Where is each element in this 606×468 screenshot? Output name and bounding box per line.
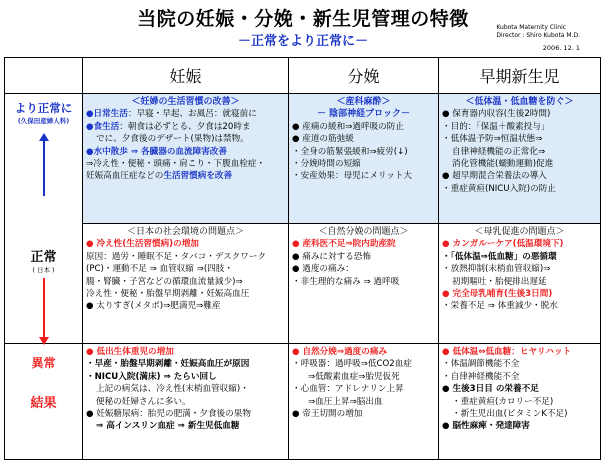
cell-pregnancy-ideal [83, 94, 289, 224]
credit-clinic: Kubota Maternity Clinic [496, 24, 567, 31]
list-item: ・NICU入院(満床) ⇒ たらい回し [86, 371, 217, 382]
cell-pregnancy-results [83, 344, 289, 460]
list-item: ⇒低酸素血症⇒胎児仮死 [308, 371, 400, 382]
list-item: ⇒ 高インスリン血症 ⇒ 新生児低血糖 [96, 421, 240, 432]
list-item-emphasis: 生活習慣病を改善 [163, 171, 233, 182]
list-item: ・心血管：アドレナリン上昇 [292, 384, 404, 395]
row-results [5, 344, 601, 460]
list-item: でに、夕食後のデザート(果物)は禁物。 [96, 134, 249, 145]
list-item: ● 帝王切開の増加 [292, 409, 363, 420]
list-item: ・新生児出血(ビタミンK不足) [452, 409, 568, 420]
list-item: ● 過度の痛み： [292, 264, 354, 275]
cell-delivery-results [289, 344, 439, 460]
section-heading: ＜自然分娩の問題点＞ [318, 227, 409, 237]
result-label: 結果 [5, 344, 83, 460]
section-heading: ＜産科麻酔＞ [336, 97, 391, 107]
abnormal-label: 異常 [31, 356, 56, 370]
section-subheading: － 陰部神経ブロック－ [317, 109, 410, 120]
list-item: ・重症黄疸(NICU入院)の防止 [442, 183, 556, 194]
list-item: ● 冷え性(生活習慣病)の増加 [86, 239, 199, 250]
list-item: ・重症黄疸(カロリー不足) [452, 396, 554, 407]
arrow-up-icon [43, 140, 45, 196]
list-item: ・呼吸器：過呼吸⇒低CO2血症 [292, 359, 412, 370]
list-item: ・安産効果：母児にメリット大 [292, 171, 412, 182]
list-item: ・目的：「保温＋酸素投与」 [442, 121, 550, 132]
list-item: ● 産道の筋弛緩 [292, 134, 354, 145]
list-item: ・「低体温⇒低血糖」の悪循環 [442, 251, 557, 262]
comparison-table [4, 57, 601, 460]
section-heading: ＜低体温・低血糖を防ぐ＞ [465, 97, 574, 107]
more-normal-label: より正常に [14, 101, 73, 115]
list-item: 妊娠高血圧症などの生活習慣病を改善 [86, 171, 233, 182]
list-item: ● 低体温⇔低血糖：ヒヤリハット [442, 347, 572, 357]
list-item: ・自律神経機能不全 [442, 371, 520, 382]
list-item: ●日常生活：早寝・早起、お風呂：就寝前に [86, 109, 257, 120]
row-ideal [5, 94, 601, 224]
list-item: ●水中散歩 ⇒ 各臓器の血流障害改善 [86, 146, 227, 157]
list-item: 腸・腎臓・子宮などの循環血流量減少)⇒ [86, 276, 243, 287]
list-item: 初期嘔吐・胎便排出遅延 [452, 276, 547, 287]
list-item: 上記の病気は、冷え性(末梢血管収縮)・ [96, 384, 249, 395]
clinic-label: (久保田産婦人科) [17, 117, 70, 125]
list-item: ● 妊娠糖尿病：胎児の肥満・夕食後の果物 [86, 409, 251, 420]
list-item: 便秘の妊婦さんに多い。 [96, 396, 191, 407]
section-heading: ＜母乳促進の問題点＞ [474, 227, 565, 237]
col-header-newborn: 早期新生児 [439, 58, 601, 94]
credit-block [496, 24, 580, 52]
list-item: ・非生理的な痛み ⇒ 過呼吸 [292, 276, 400, 287]
credit-date: 2006. 12. 1 [542, 44, 580, 52]
list-item: 冷え性・便秘・胎盤早期剥離・妊娠高血圧 [86, 289, 250, 300]
normal-label: 正常 [30, 250, 57, 265]
list-item: ・体温調節機能不全 [442, 359, 520, 370]
cell-newborn-problems [439, 224, 601, 344]
list-item: ● 低出生体重児の増加 [86, 347, 174, 357]
cell-delivery-ideal [289, 94, 439, 224]
list-item: ● カンガルーケア(低温環境下) [442, 239, 564, 250]
list-item-lead: ●食生活 [86, 121, 120, 132]
col-header-pregnancy: 妊娠 [83, 58, 289, 94]
list-item: ⇒血圧上昇⇒脳出血 [308, 396, 383, 407]
list-item: ● 太りすぎ(メタボ)⇒肥満児⇒難産 [86, 301, 221, 312]
list-item: ● 自然分娩⇒過度の痛み [292, 347, 388, 357]
page-subtitle: －正常をより正常に－ [237, 34, 368, 49]
list-item-lead: ●日常生活 [86, 109, 128, 120]
arrow-down-icon [43, 278, 45, 338]
list-item: ● 超早期混合栄養法の導入 [442, 171, 547, 182]
list-item: ● 生後3日目 の栄養不足 [442, 384, 539, 395]
list-item: 消化管機能(蠕動運動)促進 [452, 159, 554, 170]
list-item: ・栄養不足 ⇒ 体重減少・脱水 [442, 301, 558, 312]
list-item: ●食生活：朝食は必ずとる、夕食は20時ま [86, 121, 251, 132]
credit-director: Director : Shiro Kubota M.D. [496, 32, 580, 39]
list-item: ・放熱抑制(末梢血管収縮)⇒ [442, 264, 551, 275]
list-item: ・全身の筋緊張緩和⇒疲労(↓) [292, 146, 408, 157]
side-top-label [5, 100, 82, 125]
list-item: ⇒冷え性・便秘・頭痛・肩こり・下腹血栓症・ [86, 159, 266, 170]
cell-pregnancy-problems [83, 224, 289, 344]
col-header-delivery: 分娩 [289, 58, 439, 94]
row-problems [5, 224, 601, 344]
list-item: ● 産科医不足⇒院内助産院 [292, 239, 396, 250]
japan-label: ( 日本 ) [32, 266, 55, 274]
list-item: ・分娩時間の短縮 [292, 159, 361, 170]
side-axis [5, 94, 83, 370]
list-item: 原因：過労・睡眠不足・タバコ・デスクワーク [86, 251, 267, 262]
list-item: ● 脳性麻痺・発達障害 [442, 421, 530, 432]
list-item: ・低体温予防⇒恒温状態⇒ [442, 134, 543, 145]
list-item: ● 痛みに対する恐怖 [292, 251, 371, 262]
list-item: (PC)・運動不足 ⇒ 血管収縮 ⇒(四肢・ [86, 264, 233, 275]
normal-label-block [5, 246, 82, 274]
header-row [5, 58, 601, 94]
cell-delivery-problems [289, 224, 439, 344]
corner-cell [5, 58, 83, 94]
list-item: ● 完全母乳哺育(生後3日間) [442, 289, 553, 300]
list-item: 自律神経機能の正常化⇒ [452, 146, 546, 157]
cell-newborn-results [439, 344, 601, 460]
section-heading: ＜日本の社会環境の問題点＞ [126, 227, 244, 237]
cell-newborn-ideal [439, 94, 601, 224]
page-title: 当院の妊娠・分娩・新生児管理の特徴 [137, 8, 469, 30]
list-item: ・早産・胎盤早期剥離・妊娠高血圧が原因 [86, 359, 250, 370]
list-item: ● 産痛の緩和⇒過呼吸の防止 [292, 121, 404, 132]
section-heading: ＜妊婦の生活習慣の改善＞ [131, 97, 240, 107]
list-item: ● 保育器内収容(生後2時間) [442, 109, 551, 120]
